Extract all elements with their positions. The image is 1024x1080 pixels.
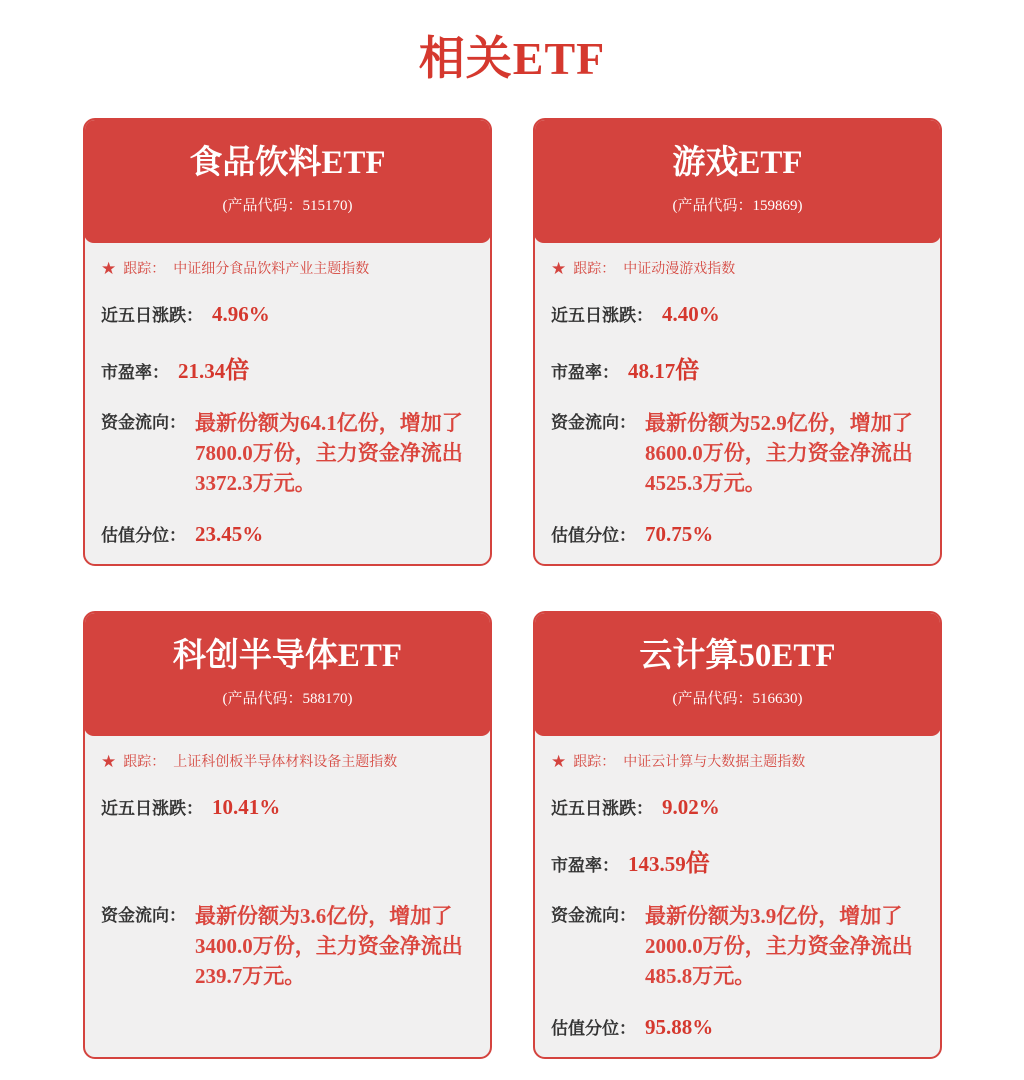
etf-card-semiconductor xyxy=(83,611,492,1059)
pe-ratio-number: 21.34 xyxy=(178,359,226,383)
tracking-row xyxy=(551,751,924,771)
five-day-change-label: 近五日涨跌： xyxy=(551,799,653,818)
tracking-label: 跟踪： xyxy=(123,260,166,276)
valuation-label: 估值分位： xyxy=(551,526,636,545)
pe-ratio-number: 143.59 xyxy=(628,852,686,876)
pe-ratio-row xyxy=(101,350,474,385)
etf-card-header xyxy=(84,119,491,243)
fund-flow-label: 资金流向： xyxy=(551,906,636,925)
tracking-label: 跟踪： xyxy=(573,753,616,769)
fund-flow-row xyxy=(551,408,924,498)
etf-card-grid xyxy=(83,118,942,1059)
five-day-change-value: 10.41% xyxy=(212,795,281,819)
tracking-row xyxy=(551,258,924,278)
tracking-index: 上证科创板半导体材料设备主题指数 xyxy=(173,753,398,769)
valuation-label: 估值分位： xyxy=(101,526,186,545)
pe-ratio-label: 市盈率： xyxy=(551,856,619,875)
etf-card-body xyxy=(535,736,940,1057)
etf-product-code: (产品代码：159869) xyxy=(672,198,803,215)
valuation-row xyxy=(551,521,924,547)
fund-flow-row xyxy=(101,901,474,991)
five-day-change-label: 近五日涨跌： xyxy=(101,306,203,325)
five-day-change-row xyxy=(101,301,474,327)
fund-flow-value: 最新份额为3.9亿份，增加了2000.0万份，主力资金净流出485.8万元。 xyxy=(645,904,913,988)
etf-name: 游戏ETF xyxy=(672,144,803,181)
fund-flow-label: 资金流向： xyxy=(101,906,186,925)
five-day-change-row xyxy=(551,794,924,820)
pe-ratio-row xyxy=(551,350,924,385)
five-day-change-row xyxy=(551,301,924,327)
etf-card-food-beverage xyxy=(83,118,492,566)
fund-flow-label: 资金流向： xyxy=(551,413,636,432)
valuation-value: 95.88% xyxy=(645,1015,714,1039)
fund-flow-label: 资金流向： xyxy=(101,413,186,432)
five-day-change-value: 9.02% xyxy=(662,795,720,819)
pe-ratio-unit: 倍 xyxy=(685,850,710,877)
tracking-index: 中证动漫游戏指数 xyxy=(623,260,736,276)
valuation-value: 23.45% xyxy=(195,522,264,546)
etf-card-cloud-computing xyxy=(533,611,942,1059)
etf-card-body xyxy=(85,243,490,564)
star-icon: ★ xyxy=(551,751,567,771)
etf-product-code: (产品代码：515170) xyxy=(222,198,353,215)
pe-ratio-value xyxy=(628,843,710,878)
pe-ratio-row xyxy=(551,843,924,878)
etf-card-gaming xyxy=(533,118,942,566)
etf-name: 云计算50ETF xyxy=(639,637,836,674)
star-icon: ★ xyxy=(101,258,117,278)
star-icon: ★ xyxy=(101,751,117,771)
fund-flow-value: 最新份额为52.9亿份，增加了8600.0万份，主力资金净流出4525.3万元。 xyxy=(645,411,913,495)
pe-ratio-number: 48.17 xyxy=(628,359,676,383)
pe-ratio-label: 市盈率： xyxy=(551,363,619,382)
five-day-change-value: 4.96% xyxy=(212,302,270,326)
fund-flow-row xyxy=(101,408,474,498)
fund-flow-value: 最新份额为3.6亿份，增加了3400.0万份，主力资金净流出239.7万元。 xyxy=(195,904,463,988)
tracking-row xyxy=(101,751,474,771)
pe-ratio-value xyxy=(628,350,699,385)
etf-card-header xyxy=(534,612,941,736)
pe-ratio-value xyxy=(178,350,249,385)
fund-flow-value: 最新份额为64.1亿份，增加了7800.0万份，主力资金净流出3372.3万元。 xyxy=(195,411,463,495)
five-day-change-row xyxy=(101,794,474,820)
page-title: 相关ETF xyxy=(418,33,606,84)
etf-card-header xyxy=(534,119,941,243)
valuation-row xyxy=(551,1014,924,1040)
tracking-row xyxy=(101,258,474,278)
pe-ratio-label: 市盈率： xyxy=(101,363,169,382)
five-day-change-label: 近五日涨跌： xyxy=(551,306,653,325)
valuation-value: 70.75% xyxy=(645,522,714,546)
etf-card-header xyxy=(84,612,491,736)
tracking-label: 跟踪： xyxy=(573,260,616,276)
etf-name: 食品饮料ETF xyxy=(189,144,386,181)
fund-flow-row xyxy=(551,901,924,991)
star-icon: ★ xyxy=(551,258,567,278)
etf-card-body xyxy=(535,243,940,564)
valuation-row xyxy=(101,521,474,547)
etf-card-body xyxy=(85,736,490,1057)
valuation-label: 估值分位： xyxy=(551,1019,636,1038)
pe-ratio-unit: 倍 xyxy=(675,357,700,384)
pe-ratio-unit: 倍 xyxy=(225,357,250,384)
tracking-index: 中证细分食品饮料产业主题指数 xyxy=(173,260,370,276)
tracking-index: 中证云计算与大数据主题指数 xyxy=(623,753,806,769)
etf-product-code: (产品代码：588170) xyxy=(222,691,353,708)
five-day-change-label: 近五日涨跌： xyxy=(101,799,203,818)
etf-product-code: (产品代码：516630) xyxy=(672,691,803,708)
five-day-change-value: 4.40% xyxy=(662,302,720,326)
tracking-label: 跟踪： xyxy=(123,753,166,769)
etf-name: 科创半导体ETF xyxy=(172,637,403,674)
